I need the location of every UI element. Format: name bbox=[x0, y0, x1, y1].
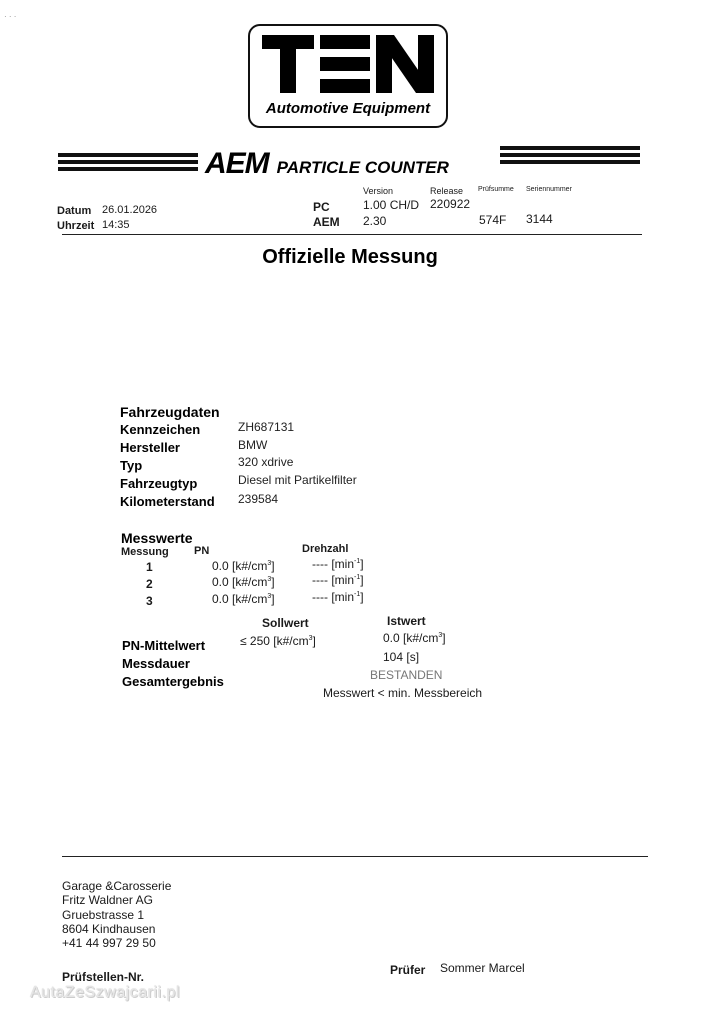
gesamtergebnis-label: Gesamtergebnis bbox=[122, 674, 224, 689]
vehicle-label-fahrzeugtyp: Fahrzeugtyp bbox=[120, 476, 198, 491]
col-drehzahl: Drehzahl bbox=[302, 543, 349, 555]
measurements-heading: Messwerte bbox=[121, 530, 193, 546]
vehicle-heading: Fahrzeugdaten bbox=[120, 404, 220, 420]
product-brand: AEM bbox=[205, 147, 269, 180]
pc-release: 220922 bbox=[430, 197, 471, 211]
measurement-rpm: ---- $[\min^{-1}]$ bbox=[312, 557, 364, 571]
address-line: 8604 Kindhausen bbox=[62, 922, 156, 936]
product-banner bbox=[205, 147, 449, 181]
col-version: Version bbox=[363, 186, 394, 196]
banner-stripe bbox=[58, 160, 198, 164]
address-line: Fritz Waldner AG bbox=[62, 893, 153, 907]
measurement-rpm: ---- $[\min^{-1}]$ bbox=[312, 590, 364, 604]
messdauer-value: 104 [s] bbox=[383, 650, 420, 664]
address-line: Garage &Carosserie bbox=[62, 879, 172, 893]
measurement-pn: 0.0 $[k\#/cm^3]$ bbox=[212, 592, 275, 606]
header-divider bbox=[62, 234, 642, 235]
page-title: Offizielle Messung bbox=[262, 246, 438, 268]
pruefer-label: Prüfer bbox=[390, 963, 426, 977]
measurement-pn: 0.0 $[k\#/cm^3]$ bbox=[212, 559, 275, 573]
aem-label: AEM bbox=[313, 215, 340, 229]
footer-divider bbox=[62, 856, 648, 857]
measurement-nr: 1 bbox=[146, 560, 153, 574]
datum-value: 26.01.2026 bbox=[102, 204, 158, 216]
istwert-label: Istwert bbox=[387, 614, 426, 628]
messdauer-label: Messdauer bbox=[122, 656, 190, 671]
vehicle-value-hersteller: BMW bbox=[238, 438, 268, 452]
uhrzeit-label: Uhrzeit bbox=[57, 220, 95, 232]
watermark: AutaZeSzwajcarii.pl bbox=[30, 984, 180, 1001]
vehicle-value-fahrzeugtyp: Diesel mit Partikelfilter bbox=[238, 473, 357, 487]
vehicle-label-kilometerstand: Kilometerstand bbox=[120, 494, 215, 509]
address-line: Gruebstrasse 1 bbox=[62, 908, 145, 922]
col-seriennummer: Seriennummer bbox=[526, 186, 572, 193]
banner-stripe bbox=[58, 153, 198, 157]
vehicle-label-typ: Typ bbox=[120, 458, 143, 473]
pruefstellen-label: Prüfstellen-Nr. bbox=[62, 970, 145, 984]
col-pn: PN bbox=[194, 545, 210, 557]
pn-mittelwert-label: PN-Mittelwert bbox=[122, 638, 206, 653]
gesamtergebnis-value: BESTANDEN bbox=[370, 668, 443, 682]
uhrzeit-value: 14:35 bbox=[102, 219, 130, 231]
vehicle-label-kennzeichen: Kennzeichen bbox=[120, 422, 201, 437]
product-name: PARTICLE COUNTER bbox=[276, 158, 449, 177]
vehicle-value-kennzeichen: ZH687131 bbox=[238, 420, 295, 434]
datum-label: Datum bbox=[57, 205, 92, 217]
banner-stripe bbox=[500, 160, 640, 164]
banner-stripe bbox=[58, 167, 198, 171]
measurement-rpm: ---- $[\min^{-1}]$ bbox=[312, 573, 364, 587]
pc-label: PC bbox=[313, 200, 330, 214]
address-line: +41 44 997 29 50 bbox=[62, 936, 156, 950]
measurement-pn: 0.0 $[k\#/cm^3]$ bbox=[212, 575, 275, 589]
aem-seriennummer: 3144 bbox=[526, 212, 553, 226]
vehicle-value-kilometerstand: 239584 bbox=[238, 492, 279, 506]
vehicle-value-typ: 320 xdrive bbox=[238, 455, 294, 469]
banner-stripe bbox=[500, 146, 640, 150]
aem-pruefsumme: 574F bbox=[479, 213, 507, 227]
pn-sollwert: ≤ 250 $[k\#/cm^3]$ bbox=[240, 634, 316, 648]
banner-stripe bbox=[500, 153, 640, 157]
col-pruefsumme: Prüfsumme bbox=[478, 186, 514, 193]
measurement-nr: 2 bbox=[146, 577, 153, 591]
sollwert-label: Sollwert bbox=[262, 616, 309, 630]
measurement-note: Messwert < min. Messbereich bbox=[323, 686, 483, 700]
logo-subtitle: Automotive Equipment bbox=[265, 100, 431, 117]
col-messung: Messung bbox=[121, 546, 169, 558]
pc-version: 1.00 CH/D bbox=[363, 198, 420, 212]
pruefer-value: Sommer Marcel bbox=[440, 961, 525, 975]
ten-logo-mark bbox=[262, 35, 434, 99]
corner-marks: · · · bbox=[4, 12, 17, 21]
pn-istwert: 0.0 $[k\#/cm^3]$ bbox=[383, 631, 446, 645]
measurement-nr: 3 bbox=[146, 594, 153, 608]
vehicle-label-hersteller: Hersteller bbox=[120, 440, 180, 455]
aem-version: 2.30 bbox=[363, 214, 387, 228]
col-release: Release bbox=[430, 186, 464, 196]
